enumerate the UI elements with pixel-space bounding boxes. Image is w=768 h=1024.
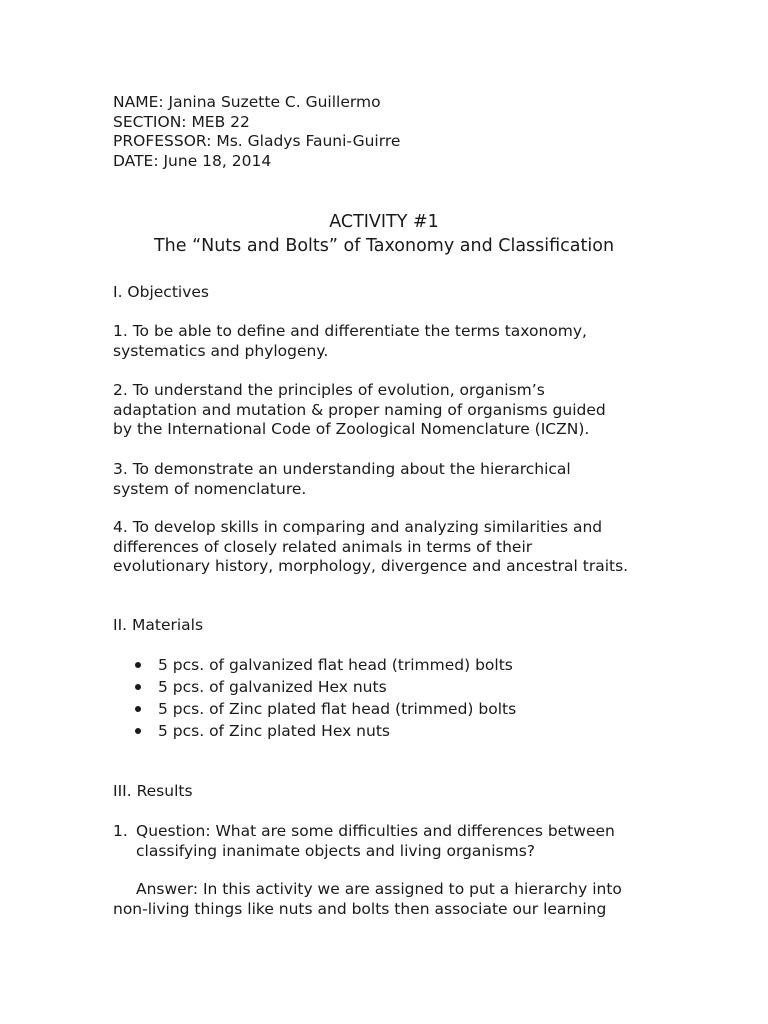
student-section: SECTION: MEB 22 [113, 112, 250, 131]
materials-list [135, 654, 655, 742]
activity-title: ACTIVITY #1 [329, 212, 439, 232]
list-item: 5 pcs. of galvanized flat head (trimmed) bolts [135, 654, 655, 676]
objectives-heading: I. Objectives [113, 283, 209, 301]
professor-name: PROFESSOR: Ms. Gladys Fauni-Guirre [113, 132, 401, 151]
list-item: 5 pcs. of Zinc plated flat head (trimmed) bolts [135, 698, 655, 720]
objective-line: 1. To be able to define and differentiate the terms taxonomy, [113, 322, 587, 340]
objective-line: by the International Code of Zoological Nomenclature (ICZN). [113, 420, 590, 439]
objective-line: differences of closely related animals in terms of their [113, 537, 533, 556]
activity-subtitle: The “Nuts and Bolts” of Taxonomy and Classification [153, 236, 615, 256]
question-line: Question: What are some difficulties and differences between [136, 822, 615, 840]
answer-line: non-living things like nuts and bolts then associate our learning [113, 899, 607, 918]
objective-line: 4. To develop skills in comparing and analyzing similarities and [113, 518, 603, 536]
objective-line: 2. To understand the principles of evolution, organism’s [113, 381, 545, 399]
objective-line: 3. To demonstrate an understanding about the hierarchical [113, 460, 571, 478]
objective-line: evolutionary history, morphology, divergence and ancestral traits. [113, 557, 629, 576]
results-heading: III. Results [113, 782, 193, 800]
results-question-1 [113, 822, 673, 861]
header-info [113, 93, 673, 171]
question-line: classifying inanimate objects and living organisms? [136, 841, 535, 860]
list-item: 5 pcs. of galvanized Hex nuts [135, 676, 655, 698]
objective-4 [113, 518, 673, 577]
list-item: 5 pcs. of Zinc plated Hex nuts [135, 720, 655, 742]
objective-line: system of nomenclature. [113, 479, 307, 498]
answer-line: Answer: In this activity we are assigned to put a hierarchy into [136, 880, 622, 898]
question-number: 1. [113, 822, 128, 840]
objective-2 [113, 381, 673, 440]
materials-heading: II. Materials [113, 616, 204, 634]
objective-line: adaptation and mutation & proper naming of organisms guided [113, 400, 606, 419]
objective-1 [113, 322, 673, 361]
document-date: DATE: June 18, 2014 [113, 151, 272, 170]
objective-line: systematics and phylogeny. [113, 341, 329, 360]
student-name: NAME: Janina Suzette C. Guillermo [113, 93, 381, 111]
objective-3 [113, 460, 673, 499]
results-answer-1 [113, 880, 673, 919]
